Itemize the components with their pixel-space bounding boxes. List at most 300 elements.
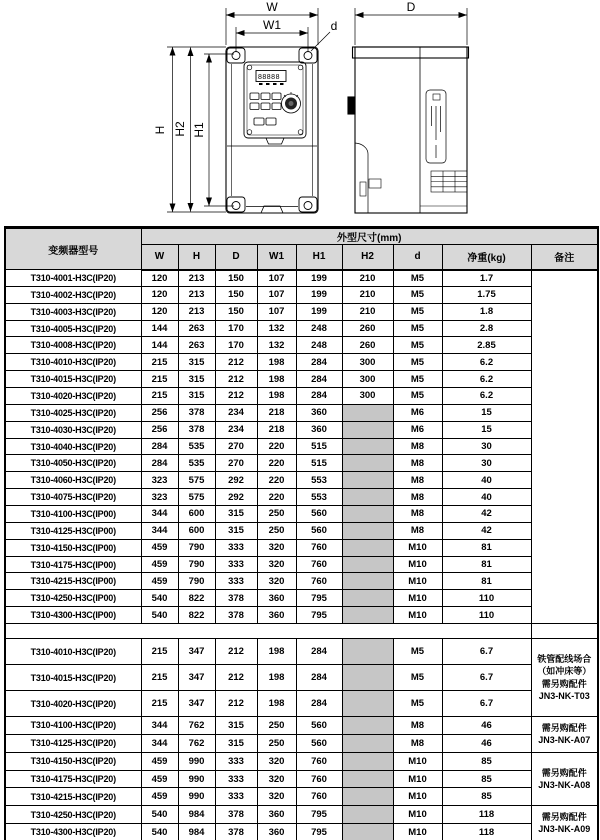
model-cell: T310-4002-H3C(IP20) xyxy=(5,286,141,303)
spec-row xyxy=(5,770,598,788)
cell-d: 212 xyxy=(215,371,257,388)
cell-h1: 360 xyxy=(296,421,342,438)
cell-h: 263 xyxy=(178,320,215,337)
cell-h: 347 xyxy=(178,691,215,717)
cell-d: M8 xyxy=(393,472,442,489)
cell-w: 215 xyxy=(141,665,178,691)
spec-row xyxy=(5,556,598,573)
section-separator-row xyxy=(5,624,598,639)
spec-row xyxy=(5,371,598,388)
cell-w: 344 xyxy=(141,717,178,735)
cell-h: 600 xyxy=(178,506,215,523)
remark-line: JN3-NK-A07 xyxy=(538,735,591,746)
dim-label-w1: W1 xyxy=(263,18,281,32)
spec-row xyxy=(5,522,598,539)
cell-h2: 300 xyxy=(342,354,393,371)
cell-d: 315 xyxy=(215,734,257,752)
cell-d: M5 xyxy=(393,270,442,287)
cell-w1: 320 xyxy=(257,752,296,770)
cell-d: 315 xyxy=(215,506,257,523)
cell-weight: 118 xyxy=(442,824,531,840)
cell-w1: 320 xyxy=(257,788,296,806)
cell-h: 822 xyxy=(178,590,215,607)
remark-line: JN3-NK-T03 xyxy=(538,690,590,701)
cell-h1: 284 xyxy=(296,639,342,665)
cell-d: 212 xyxy=(215,354,257,371)
cell-h1: 284 xyxy=(296,691,342,717)
cell-d: 212 xyxy=(215,665,257,691)
cell-h1: 284 xyxy=(296,388,342,405)
cell-w1: 320 xyxy=(257,573,296,590)
cell-h: 762 xyxy=(178,717,215,735)
model-cell: T310-4075-H3C(IP20) xyxy=(5,489,141,506)
model-cell: T310-4010-H3C(IP20) xyxy=(5,639,141,665)
spec-row xyxy=(5,337,598,354)
cell-w1: 198 xyxy=(257,388,296,405)
cell-d: M5 xyxy=(393,691,442,717)
cell-h: 790 xyxy=(178,539,215,556)
cell-h2: 210 xyxy=(342,303,393,320)
cell-d: M10 xyxy=(393,607,442,624)
col-header-h1: H1 xyxy=(296,245,342,270)
cell-h2: 300 xyxy=(342,371,393,388)
cell-h1: 199 xyxy=(296,303,342,320)
table-body xyxy=(5,270,598,840)
cell-h1: 248 xyxy=(296,337,342,354)
cell-d: M8 xyxy=(393,506,442,523)
dimension-diagram xyxy=(0,0,600,226)
cell-h2 xyxy=(342,770,393,788)
cell-d: M5 xyxy=(393,388,442,405)
cell-w1: 107 xyxy=(257,270,296,287)
cell-h1: 795 xyxy=(296,824,342,840)
cell-h1: 284 xyxy=(296,665,342,691)
cell-h: 990 xyxy=(178,770,215,788)
cell-h2 xyxy=(342,421,393,438)
cell-d: M10 xyxy=(393,770,442,788)
model-cell: T310-4015-H3C(IP20) xyxy=(5,371,141,388)
cell-d: M10 xyxy=(393,824,442,840)
cell-w1: 220 xyxy=(257,489,296,506)
cell-d: 150 xyxy=(215,270,257,287)
cell-h1: 760 xyxy=(296,788,342,806)
cell-h: 822 xyxy=(178,607,215,624)
model-cell: T310-4030-H3C(IP20) xyxy=(5,421,141,438)
spec-row xyxy=(5,539,598,556)
cell-w: 540 xyxy=(141,806,178,824)
cell-weight: 6.7 xyxy=(442,691,531,717)
cell-w1: 320 xyxy=(257,556,296,573)
cell-h2 xyxy=(342,691,393,717)
cell-w: 344 xyxy=(141,506,178,523)
cell-h2 xyxy=(342,734,393,752)
cell-w1: 250 xyxy=(257,506,296,523)
cell-h2 xyxy=(342,717,393,735)
col-header-h: H xyxy=(178,245,215,270)
model-cell: T310-4050-H3C(IP20) xyxy=(5,455,141,472)
col-header-w1: W1 xyxy=(257,245,296,270)
cell-h1: 760 xyxy=(296,752,342,770)
cell-h1: 515 xyxy=(296,438,342,455)
cell-h2 xyxy=(342,556,393,573)
cell-w: 120 xyxy=(141,303,178,320)
cell-d: 378 xyxy=(215,590,257,607)
model-cell: T310-4060-H3C(IP20) xyxy=(5,472,141,489)
model-cell: T310-4020-H3C(IP20) xyxy=(5,691,141,717)
spec-row xyxy=(5,506,598,523)
cell-d: 270 xyxy=(215,455,257,472)
cell-weight: 85 xyxy=(442,770,531,788)
cell-w: 144 xyxy=(141,320,178,337)
dimensions-table-wrapper xyxy=(4,226,599,840)
cell-h2 xyxy=(342,752,393,770)
cell-d: M8 xyxy=(393,438,442,455)
cell-w1: 250 xyxy=(257,717,296,735)
col-header-dimensions-group: 外型尺寸(mm) xyxy=(141,228,598,245)
cell-d: M8 xyxy=(393,717,442,735)
cell-w: 459 xyxy=(141,573,178,590)
cell-w: 540 xyxy=(141,824,178,840)
spec-row xyxy=(5,354,598,371)
cell-h2 xyxy=(342,639,393,665)
spec-row xyxy=(5,788,598,806)
cell-w1: 198 xyxy=(257,691,296,717)
cell-h2 xyxy=(342,472,393,489)
cell-d: 212 xyxy=(215,639,257,665)
cell-w: 256 xyxy=(141,421,178,438)
cell-d: 234 xyxy=(215,421,257,438)
cell-weight: 15 xyxy=(442,404,531,421)
cell-weight: 110 xyxy=(442,590,531,607)
spec-row xyxy=(5,573,598,590)
cell-w1: 220 xyxy=(257,438,296,455)
cell-d: 378 xyxy=(215,824,257,840)
col-header-remark: 备注 xyxy=(531,245,598,270)
cell-weight: 81 xyxy=(442,556,531,573)
dim-label-h1: H1 xyxy=(192,122,206,138)
spec-row xyxy=(5,665,598,691)
cell-w1: 360 xyxy=(257,590,296,607)
cell-h: 378 xyxy=(178,404,215,421)
front-view xyxy=(226,47,318,213)
cell-h: 263 xyxy=(178,337,215,354)
remark-cell xyxy=(531,752,598,806)
cell-w: 459 xyxy=(141,752,178,770)
cell-h1: 553 xyxy=(296,472,342,489)
cell-weight: 6.7 xyxy=(442,639,531,665)
spec-row xyxy=(5,286,598,303)
cell-w1: 132 xyxy=(257,320,296,337)
cell-weight: 40 xyxy=(442,489,531,506)
cell-h1: 360 xyxy=(296,404,342,421)
cell-w1: 220 xyxy=(257,472,296,489)
model-cell: T310-4175-H3C(IP20) xyxy=(5,770,141,788)
cell-h: 535 xyxy=(178,438,215,455)
cell-d: 315 xyxy=(215,522,257,539)
cell-w: 215 xyxy=(141,354,178,371)
cell-d: M8 xyxy=(393,455,442,472)
col-header-h2: H2 xyxy=(342,245,393,270)
spec-row xyxy=(5,404,598,421)
cell-w: 459 xyxy=(141,770,178,788)
model-cell: T310-4215-H3C(IP00) xyxy=(5,573,141,590)
model-cell: T310-4300-H3C(IP20) xyxy=(5,824,141,840)
cell-d: M5 xyxy=(393,286,442,303)
cell-d: M5 xyxy=(393,639,442,665)
model-cell: T310-4003-H3C(IP20) xyxy=(5,303,141,320)
remark-cell xyxy=(531,639,598,717)
cell-d: 150 xyxy=(215,286,257,303)
cell-d: M5 xyxy=(393,337,442,354)
cell-h1: 560 xyxy=(296,522,342,539)
spec-row xyxy=(5,752,598,770)
dim-label-h2: H2 xyxy=(173,121,187,137)
cell-weight: 30 xyxy=(442,455,531,472)
cell-d: 170 xyxy=(215,320,257,337)
model-cell: T310-4100-H3C(IP00) xyxy=(5,506,141,523)
cell-h: 984 xyxy=(178,824,215,840)
cell-w: 284 xyxy=(141,455,178,472)
model-cell: T310-4250-H3C(IP00) xyxy=(5,590,141,607)
cell-w1: 198 xyxy=(257,371,296,388)
cell-w1: 198 xyxy=(257,354,296,371)
cell-w1: 132 xyxy=(257,337,296,354)
cell-h1: 553 xyxy=(296,489,342,506)
cell-h1: 284 xyxy=(296,354,342,371)
cell-w1: 198 xyxy=(257,639,296,665)
cell-d: M6 xyxy=(393,421,442,438)
cell-w: 215 xyxy=(141,691,178,717)
cell-d: M10 xyxy=(393,806,442,824)
cell-h: 575 xyxy=(178,472,215,489)
cell-h2 xyxy=(342,489,393,506)
cell-weight: 30 xyxy=(442,438,531,455)
model-cell: T310-4215-H3C(IP20) xyxy=(5,788,141,806)
model-cell: T310-4015-H3C(IP20) xyxy=(5,665,141,691)
cell-w: 323 xyxy=(141,472,178,489)
remark-line: 需另购配件 xyxy=(541,767,587,778)
cell-h: 378 xyxy=(178,421,215,438)
model-cell: T310-4005-H3C(IP20) xyxy=(5,320,141,337)
model-cell: T310-4175-H3C(IP00) xyxy=(5,556,141,573)
model-cell: T310-4100-H3C(IP20) xyxy=(5,717,141,735)
remark-line: 需另购配件 xyxy=(541,812,587,823)
spec-row xyxy=(5,590,598,607)
model-cell: T310-4300-H3C(IP00) xyxy=(5,607,141,624)
cell-weight: 2.85 xyxy=(442,337,531,354)
spec-row xyxy=(5,489,598,506)
remark-cell xyxy=(531,270,598,624)
cell-w1: 320 xyxy=(257,539,296,556)
spec-row xyxy=(5,320,598,337)
cell-w1: 218 xyxy=(257,421,296,438)
cell-weight: 110 xyxy=(442,607,531,624)
cell-d: M5 xyxy=(393,371,442,388)
cell-h1: 284 xyxy=(296,371,342,388)
cell-w: 120 xyxy=(141,270,178,287)
cell-w: 215 xyxy=(141,388,178,405)
cell-d: 292 xyxy=(215,472,257,489)
remark-line: JN3-NK-A09 xyxy=(538,824,591,835)
cell-weight: 81 xyxy=(442,539,531,556)
cell-h: 213 xyxy=(178,286,215,303)
cell-h1: 515 xyxy=(296,455,342,472)
cell-w: 215 xyxy=(141,371,178,388)
separator-remark-cell xyxy=(531,624,598,639)
cell-weight: 40 xyxy=(442,472,531,489)
cell-weight: 85 xyxy=(442,788,531,806)
spec-row xyxy=(5,455,598,472)
cell-d: M8 xyxy=(393,734,442,752)
dim-label-w: W xyxy=(266,0,278,14)
cell-d: 170 xyxy=(215,337,257,354)
cell-h1: 560 xyxy=(296,506,342,523)
spec-row xyxy=(5,806,598,824)
cell-h1: 795 xyxy=(296,590,342,607)
cell-w1: 250 xyxy=(257,734,296,752)
cell-weight: 1.8 xyxy=(442,303,531,320)
model-cell: T310-4001-H3C(IP20) xyxy=(5,270,141,287)
cell-h: 984 xyxy=(178,806,215,824)
col-header-model: 变频器型号 xyxy=(5,228,141,270)
cell-w1: 320 xyxy=(257,770,296,788)
cell-h: 575 xyxy=(178,489,215,506)
spec-row xyxy=(5,270,598,287)
remark-line: 需另购配件 xyxy=(541,678,587,689)
cell-h2: 300 xyxy=(342,388,393,405)
spec-row xyxy=(5,717,598,735)
dimensions-table xyxy=(4,226,599,840)
cell-weight: 6.2 xyxy=(442,388,531,405)
model-cell: T310-4150-H3C(IP00) xyxy=(5,539,141,556)
cell-h: 990 xyxy=(178,752,215,770)
remark-line: 铁管配线场合 xyxy=(537,654,592,665)
cell-d: 333 xyxy=(215,752,257,770)
dim-leader-d xyxy=(311,32,330,51)
model-cell: T310-4125-H3C(IP20) xyxy=(5,734,141,752)
cell-w: 256 xyxy=(141,404,178,421)
remark-line: （如冲床等） xyxy=(537,666,592,677)
col-header-weight: 净重(kg) xyxy=(442,245,531,270)
spec-row xyxy=(5,607,598,624)
dim-label-d-hole: d xyxy=(330,19,338,33)
cell-d: M10 xyxy=(393,752,442,770)
col-header-w: W xyxy=(141,245,178,270)
cell-w: 459 xyxy=(141,788,178,806)
cell-h2 xyxy=(342,806,393,824)
spec-row xyxy=(5,691,598,717)
cell-d: 234 xyxy=(215,404,257,421)
cell-d: M10 xyxy=(393,788,442,806)
model-cell: T310-4010-H3C(IP20) xyxy=(5,354,141,371)
cell-w: 144 xyxy=(141,337,178,354)
cell-w: 540 xyxy=(141,590,178,607)
spec-row xyxy=(5,421,598,438)
cell-d: M5 xyxy=(393,303,442,320)
cell-h2 xyxy=(342,590,393,607)
col-header-d: D xyxy=(215,245,257,270)
cell-w1: 360 xyxy=(257,824,296,840)
cell-w1: 107 xyxy=(257,286,296,303)
cell-d: 292 xyxy=(215,489,257,506)
cell-h2: 210 xyxy=(342,286,393,303)
dim-label-h: H xyxy=(153,125,167,135)
spec-row xyxy=(5,824,598,840)
cell-w1: 218 xyxy=(257,404,296,421)
cell-w: 459 xyxy=(141,556,178,573)
cell-w: 344 xyxy=(141,734,178,752)
dim-label-depth: D xyxy=(406,0,416,14)
cell-d: M6 xyxy=(393,404,442,421)
spec-row xyxy=(5,472,598,489)
cell-h2 xyxy=(342,788,393,806)
cell-h1: 560 xyxy=(296,734,342,752)
cell-h2 xyxy=(342,665,393,691)
remark-cell xyxy=(531,717,598,753)
cell-h: 347 xyxy=(178,639,215,665)
model-cell: T310-4025-H3C(IP20) xyxy=(5,404,141,421)
cell-h: 347 xyxy=(178,665,215,691)
cell-weight: 81 xyxy=(442,573,531,590)
cell-h2 xyxy=(342,607,393,624)
model-cell: T310-4250-H3C(IP20) xyxy=(5,806,141,824)
cell-h: 315 xyxy=(178,354,215,371)
cell-h2 xyxy=(342,522,393,539)
side-view xyxy=(348,47,469,213)
cell-weight: 1.7 xyxy=(442,270,531,287)
cell-h2: 260 xyxy=(342,337,393,354)
cell-w1: 250 xyxy=(257,522,296,539)
cell-d: 333 xyxy=(215,770,257,788)
model-cell: T310-4150-H3C(IP20) xyxy=(5,752,141,770)
cell-h1: 199 xyxy=(296,286,342,303)
spec-row xyxy=(5,734,598,752)
cell-h2: 210 xyxy=(342,270,393,287)
cell-h1: 760 xyxy=(296,539,342,556)
cell-w: 120 xyxy=(141,286,178,303)
cell-h2 xyxy=(342,438,393,455)
cell-weight: 85 xyxy=(442,752,531,770)
cell-h: 213 xyxy=(178,303,215,320)
cell-h1: 760 xyxy=(296,770,342,788)
cell-h: 535 xyxy=(178,455,215,472)
cell-h1: 248 xyxy=(296,320,342,337)
separator-cell xyxy=(5,624,531,639)
cell-weight: 118 xyxy=(442,806,531,824)
remark-line: 需另购配件 xyxy=(541,723,587,734)
cell-h1: 760 xyxy=(296,573,342,590)
cell-w: 540 xyxy=(141,607,178,624)
cell-weight: 46 xyxy=(442,734,531,752)
cell-w: 323 xyxy=(141,489,178,506)
cell-w1: 220 xyxy=(257,455,296,472)
cell-w1: 360 xyxy=(257,806,296,824)
model-cell: T310-4125-H3C(IP00) xyxy=(5,522,141,539)
cell-d: 270 xyxy=(215,438,257,455)
cell-h2 xyxy=(342,573,393,590)
cell-h1: 795 xyxy=(296,806,342,824)
cell-d: 212 xyxy=(215,691,257,717)
cell-h: 600 xyxy=(178,522,215,539)
model-cell: T310-4020-H3C(IP20) xyxy=(5,388,141,405)
cell-h2 xyxy=(342,404,393,421)
cell-d: 333 xyxy=(215,788,257,806)
cell-d: 212 xyxy=(215,388,257,405)
cell-d: M8 xyxy=(393,489,442,506)
cell-h: 762 xyxy=(178,734,215,752)
cell-h: 315 xyxy=(178,371,215,388)
spec-row xyxy=(5,388,598,405)
